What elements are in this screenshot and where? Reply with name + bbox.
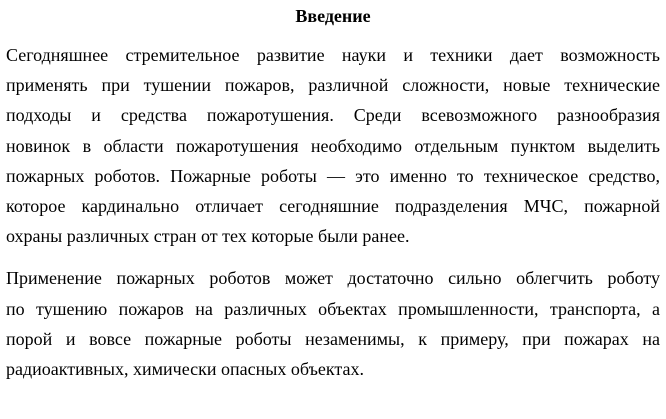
paragraph-line: применять при тушении пожаров, различной сложности, новые технические	[6, 75, 660, 96]
paragraph-line: подходы и средства пожаротушения. Среди всевозможного разнообразия	[6, 105, 660, 126]
paragraph-line: порой и вовсе пожарные роботы незаменимы, к примеру, при пожарах на	[6, 328, 660, 349]
paragraph-line: Применение пожарных роботов может достаточно сильно облегчить роботу	[6, 268, 660, 289]
paragraph-line: по тушению пожаров на различных объектах промышленности, транспорта, а	[6, 298, 660, 319]
paragraph-spacer	[6, 251, 660, 263]
paragraph-1	[6, 40, 660, 251]
paragraph-2	[6, 263, 660, 384]
section-title: Введение	[295, 6, 371, 26]
paragraph-line: радиоактивных, химически опасных объектах.	[6, 359, 364, 380]
paragraph-line: которое кардинально отличает сегодняшние подразделения МЧС, пожарной	[6, 196, 660, 217]
document-page	[6, 4, 660, 384]
paragraph-line: новинок в области пожаротушения необходимо отдельным пунктом выделить	[6, 135, 660, 156]
paragraph-line: Сегодняшнее стремительное развитие науки и техники дает возможность	[6, 45, 660, 65]
paragraph-line: пожарных роботов. Пожарные роботы — это именно то техническое средство,	[6, 165, 660, 186]
paragraph-line: охраны различных стран от тех которые были ранее.	[6, 226, 410, 247]
